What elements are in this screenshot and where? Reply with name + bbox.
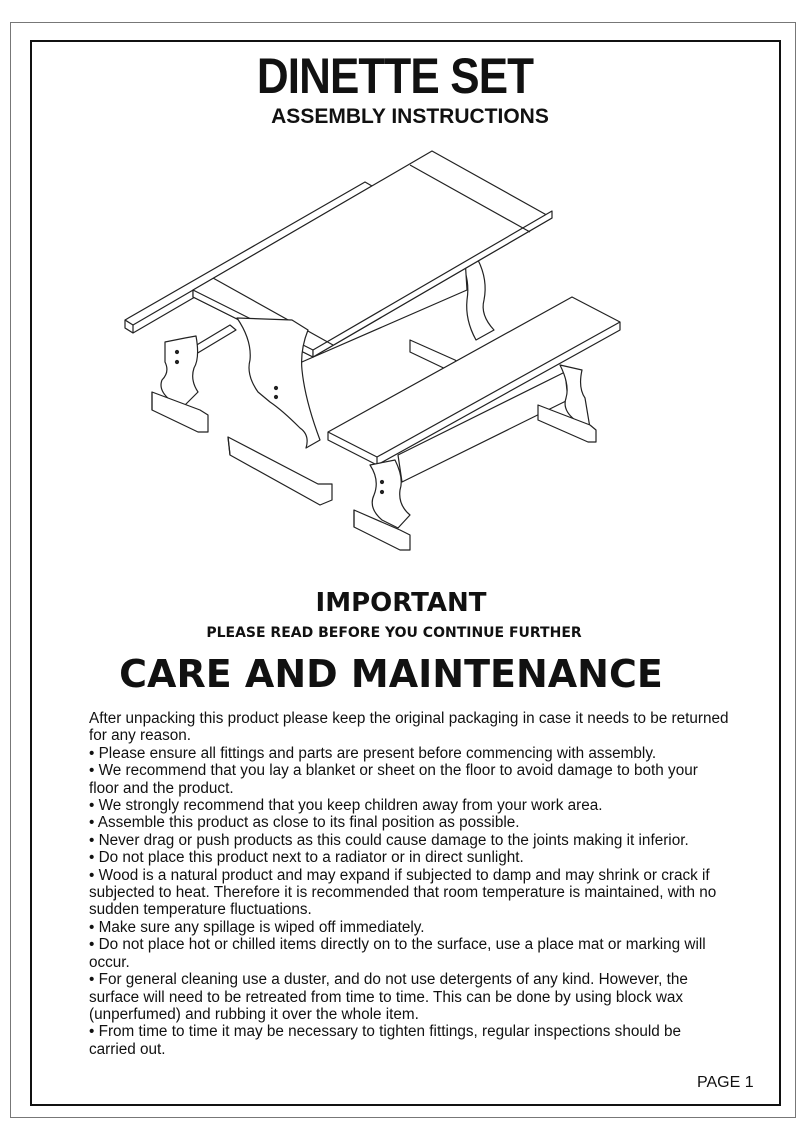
care-heading: CARE AND MAINTENANCE xyxy=(119,652,663,696)
care-item: • Make sure any spillage is wiped off immediately. xyxy=(89,918,425,936)
care-item: • We strongly recommend that you keep children away from your work area. xyxy=(89,797,603,815)
care-item: • Do not place hot or chilled items directly on to the surface, use a place mat or marking will occur. xyxy=(89,936,706,971)
care-item: • Assemble this product as close to its final position as possible. xyxy=(89,814,520,832)
document-subtitle: ASSEMBLY INSTRUCTIONS xyxy=(271,105,549,128)
care-item: • We recommend that you lay a blanket or sheet on the floor to avoid damage to both your floor and the product. xyxy=(89,762,698,797)
read-before-notice: PLEASE READ BEFORE YOU CONTINUE FURTHER xyxy=(206,625,582,641)
page-number: PAGE 1 xyxy=(697,1074,754,1091)
care-item: • Wood is a natural product and may expand if subjected to damp and may shrink or crack if subjected to heat. Therefore it is recommended that room temperature is maintained, with no sudden temperature fluctuations. xyxy=(89,866,717,919)
care-item: • For general cleaning use a duster, and do not use detergents of any kind. However, the surface will need to be retreated from time to time. This can be done by using block wax (unperfumed) and rubbing it over the whole item. xyxy=(89,971,688,1023)
care-item: • Do not place this product next to a radiator or in direct sunlight. xyxy=(89,849,524,867)
document-title: DINETTE SET xyxy=(256,48,534,104)
care-item: • Never drag or push products as this could cause damage to the joints making it inferior. xyxy=(89,831,689,849)
care-item: • From time to time it may be necessary to tighten fittings, regular inspections should be carried out. xyxy=(89,1023,682,1058)
important-heading: IMPORTANT xyxy=(315,588,487,618)
dinette-set-icon xyxy=(120,148,630,553)
care-intro: After unpacking this product please keep the original packaging in case it needs to be returned for any reason. xyxy=(89,710,729,745)
care-instructions xyxy=(89,710,729,1058)
care-item: • Please ensure all fittings and parts are present before commencing with assembly. xyxy=(89,744,657,762)
